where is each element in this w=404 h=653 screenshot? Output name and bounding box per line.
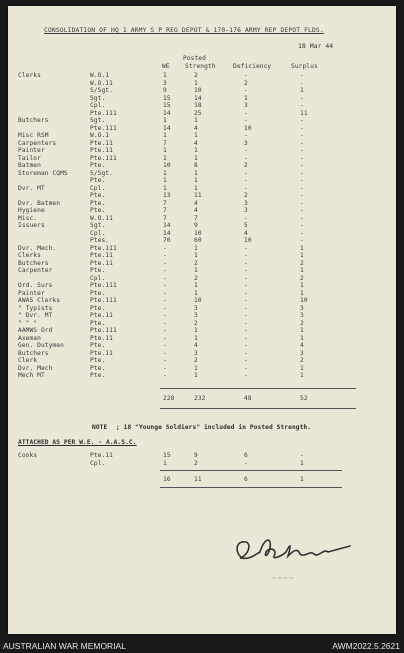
main-row-sur: - xyxy=(300,169,304,177)
main-row-we: - xyxy=(163,252,167,259)
main-row-we: 1 xyxy=(163,169,167,177)
att-row-str: 9 xyxy=(194,452,198,459)
main-row-def: - xyxy=(244,312,248,319)
main-row-rank: W.O.1 xyxy=(90,132,110,139)
main-row-rank: Pte.11 xyxy=(90,334,113,342)
main-row-sur: - xyxy=(300,222,304,229)
main-row-we: 7 xyxy=(163,199,167,207)
main-row-role: " Typists xyxy=(18,304,53,312)
main-row-str: 1 xyxy=(194,327,198,334)
main-row-role: Dvr. Batmen xyxy=(18,199,61,207)
main-row-sur: - xyxy=(300,177,304,184)
main-row-sur: - xyxy=(300,102,304,109)
main-row-rank: Pte.111 xyxy=(90,297,117,304)
main-row-str: 1 xyxy=(194,267,198,274)
main-row-rank: Pte. xyxy=(90,177,106,184)
main-row-sur: 10 xyxy=(300,297,308,304)
main-row-sur: - xyxy=(300,192,304,199)
main-row-sur: 2 xyxy=(300,259,304,267)
main-row-str: 10 xyxy=(194,87,202,94)
note-label: NOTE xyxy=(92,424,108,431)
main-row-def: - xyxy=(244,282,248,289)
main-row-str: 1 xyxy=(194,282,198,289)
main-row-sur: 2 xyxy=(300,319,304,327)
main-row-role: Painter xyxy=(18,289,45,297)
main-row-we: 7 xyxy=(163,214,167,222)
main-row-sur: - xyxy=(300,72,304,79)
main-row-str: 8 xyxy=(194,162,198,169)
main-row-def: - xyxy=(244,259,248,267)
main-row-sur: - xyxy=(300,214,304,222)
main-row-def: - xyxy=(244,117,248,124)
main-row-def: 5 xyxy=(244,222,248,229)
main-row-rank: Pte.11 xyxy=(90,349,113,357)
main-row-sur: 3 xyxy=(300,304,304,312)
main-row-sur: 2 xyxy=(300,274,304,282)
main-row-sur: - xyxy=(300,94,304,102)
main-row-str: 1 xyxy=(194,117,198,124)
main-row-rank: W.O.11 xyxy=(90,214,113,222)
main-row-role: Storeman CQMS xyxy=(18,169,68,177)
main-row-sur: - xyxy=(300,147,304,154)
main-row-def: 10 xyxy=(244,124,252,132)
main-row-rank: Pte.11 xyxy=(90,139,113,147)
main-row-we: - xyxy=(163,364,167,372)
main-total-str: 232 xyxy=(194,395,206,402)
main-row-we: - xyxy=(163,297,167,304)
main-row-we: - xyxy=(163,274,167,282)
main-row-str: 1 xyxy=(194,177,198,184)
main-total-def: 48 xyxy=(244,395,252,402)
main-row-str: 3 xyxy=(194,304,198,312)
att-row-rank: Cpl. xyxy=(90,459,106,467)
main-row-def: - xyxy=(244,184,248,192)
main-row-str: 1 xyxy=(194,154,198,162)
main-row-rank: Pte. xyxy=(90,199,106,207)
main-row-rank: Cpl. xyxy=(90,184,106,192)
totals-rule-bottom xyxy=(160,408,356,409)
main-row-str: 1 xyxy=(194,334,198,342)
main-row-role: Carpenter xyxy=(18,267,53,274)
main-row-role: Butchers xyxy=(18,349,49,357)
main-row-str: 1 xyxy=(194,184,198,192)
main-row-we: 1 xyxy=(163,184,167,192)
attached-rule-bottom xyxy=(160,487,342,488)
main-row-str: 9 xyxy=(194,222,198,229)
main-row-sur: - xyxy=(300,139,304,147)
main-row-str: 1 xyxy=(194,147,198,154)
main-row-str: 1 xyxy=(194,79,198,87)
main-row-str: 2 xyxy=(194,72,198,79)
main-row-we: 7 xyxy=(163,139,167,147)
main-row-str: 1 xyxy=(194,169,198,177)
main-row-def: 3 xyxy=(244,139,248,147)
main-row-str: 25 xyxy=(194,109,202,117)
main-row-rank: Sgt. xyxy=(90,222,106,229)
main-row-we: 14 xyxy=(163,222,171,229)
main-row-we: 1 xyxy=(163,147,167,154)
main-row-sur: 4 xyxy=(300,342,304,349)
document-page xyxy=(8,6,396,634)
attached-rule xyxy=(160,470,342,471)
main-row-def: 3 xyxy=(244,102,248,109)
main-row-str: 2 xyxy=(194,274,198,282)
main-total-we: 228 xyxy=(163,395,175,402)
main-row-we: - xyxy=(163,282,167,289)
document-date: 18 Mar 44 xyxy=(298,42,334,50)
main-row-str: 1 xyxy=(194,289,198,297)
main-row-str: 1 xyxy=(194,252,198,259)
main-row-str: 10 xyxy=(194,297,202,304)
main-row-str: 1 xyxy=(194,244,198,252)
main-row-rank: Sgt. xyxy=(90,94,106,102)
main-row-sur: 1 xyxy=(300,372,304,379)
totals-rule xyxy=(160,388,356,389)
main-row-sur: - xyxy=(300,199,304,207)
main-row-rank: Pte.11 xyxy=(90,312,113,319)
main-row-str: 2 xyxy=(194,259,198,267)
main-row-we: - xyxy=(163,244,167,252)
main-row-str: 14 xyxy=(194,94,202,102)
main-row-role: Butchers xyxy=(18,117,49,124)
main-total-sur: 52 xyxy=(300,395,308,402)
main-row-role: Misc RSM xyxy=(18,132,49,139)
main-row-str: 3 xyxy=(194,312,198,319)
att-total-str: 11 xyxy=(194,476,202,483)
main-row-rank: Pte.111 xyxy=(90,282,117,289)
main-row-def: - xyxy=(244,252,248,259)
main-row-role: " Dvr. MT xyxy=(18,312,53,319)
main-row-def: - xyxy=(244,87,248,94)
main-row-def: - xyxy=(244,147,248,154)
main-row-def: - xyxy=(244,342,248,349)
main-row-def: - xyxy=(244,289,248,297)
main-row-role: Dvr. Mech. xyxy=(18,244,57,252)
main-row-def: - xyxy=(244,72,248,79)
document-title: CONSOLIDATION OF HQ 1 ARMY S P REG DEPOT & 170-176 ARMY REP DEPOT FLDS. xyxy=(44,27,324,34)
main-row-sur: - xyxy=(300,124,304,132)
main-row-sur: 3 xyxy=(300,349,304,357)
main-row-we: 70 xyxy=(163,237,171,244)
main-row-def: - xyxy=(244,109,248,117)
main-row-sur: - xyxy=(300,184,304,192)
main-row-role: Clerks xyxy=(18,72,41,79)
main-row-rank: Pte. xyxy=(90,372,106,379)
main-row-rank: Pte.111 xyxy=(90,327,117,334)
main-row-def: - xyxy=(244,304,248,312)
main-row-def: - xyxy=(244,349,248,357)
main-row-rank: Pte. xyxy=(90,267,106,274)
main-row-we: 14 xyxy=(163,124,171,132)
main-row-rank: Pte.111 xyxy=(90,124,117,132)
main-row-def: - xyxy=(244,244,248,252)
main-row-role: Hygiene xyxy=(18,207,45,214)
main-row-sur: 11 xyxy=(300,109,308,117)
main-row-def: 3 xyxy=(244,207,248,214)
main-row-we: - xyxy=(163,334,167,342)
attached-title: ATTACHED AS PER W.E. - A.A.S.C. xyxy=(18,439,137,446)
main-row-str: 10 xyxy=(194,229,202,237)
main-row-def: 2 xyxy=(244,192,248,199)
main-row-sur: 2 xyxy=(300,357,304,364)
header-posted: Posted xyxy=(183,55,206,62)
main-row-rank: Pte.111 xyxy=(90,109,117,117)
main-row-we: - xyxy=(163,319,167,327)
main-row-rank: W.O.1 xyxy=(90,72,110,79)
main-row-role: Painter xyxy=(18,147,45,154)
main-row-rank: W.O.11 xyxy=(90,79,113,87)
main-row-sur: 1 xyxy=(300,364,304,372)
att-row-def: - xyxy=(244,459,248,467)
main-row-sur: 3 xyxy=(300,312,304,319)
archive-footer xyxy=(0,637,404,653)
main-row-def: - xyxy=(244,214,248,222)
main-row-we: - xyxy=(163,259,167,267)
main-row-str: 1 xyxy=(194,372,198,379)
main-row-sur: - xyxy=(300,117,304,124)
main-row-sur: - xyxy=(300,229,304,237)
main-row-def: - xyxy=(244,177,248,184)
main-row-role: Mech MT xyxy=(18,372,45,379)
main-row-str: 2 xyxy=(194,357,198,364)
main-row-str: 4 xyxy=(194,207,198,214)
main-row-rank: Pte. xyxy=(90,162,106,169)
main-row-sur: - xyxy=(300,237,304,244)
main-row-rank: Ptes. xyxy=(90,237,110,244)
main-row-rank: Pte.111 xyxy=(90,244,117,252)
main-row-def: - xyxy=(244,132,248,139)
main-row-def: 1 xyxy=(244,94,248,102)
main-row-def: 3 xyxy=(244,199,248,207)
main-row-sur: 1 xyxy=(300,244,304,252)
main-row-def: - xyxy=(244,297,248,304)
footer-right: AWM2022.5.2621 xyxy=(332,641,400,651)
main-row-we: - xyxy=(163,357,167,364)
main-row-sur: 1 xyxy=(300,289,304,297)
main-row-we: 14 xyxy=(163,229,171,237)
main-row-rank: Pte.11 xyxy=(90,259,113,267)
main-row-we: 1 xyxy=(163,154,167,162)
main-row-role: " " " xyxy=(18,319,38,327)
att-total-def: 6 xyxy=(244,476,248,483)
main-row-rank: Cpl. xyxy=(90,274,106,282)
main-row-sur: - xyxy=(300,79,304,87)
main-row-str: 4 xyxy=(194,139,198,147)
main-row-str: 60 xyxy=(194,237,202,244)
main-row-str: 18 xyxy=(194,102,202,109)
main-row-role: AWAS Clerks xyxy=(18,297,61,304)
handwritten-signature xyxy=(230,528,380,578)
main-row-str: 3 xyxy=(194,349,198,357)
main-row-we: - xyxy=(163,312,167,319)
main-row-sur: 1 xyxy=(300,267,304,274)
main-row-str: 1 xyxy=(194,132,198,139)
main-row-rank: Sgt. xyxy=(90,117,106,124)
main-row-we: - xyxy=(163,304,167,312)
main-row-def: 2 xyxy=(244,162,248,169)
main-row-def: 2 xyxy=(244,79,248,87)
main-row-rank: S/Sgt. xyxy=(90,87,113,94)
main-row-sur: 1 xyxy=(300,334,304,342)
main-row-we: 1 xyxy=(163,132,167,139)
main-row-rank: Cpl. xyxy=(90,102,106,109)
stamp-mark: ▭ ▭ ▭ ▭ xyxy=(272,576,294,581)
main-row-we: - xyxy=(163,342,167,349)
main-row-rank: Pte. xyxy=(90,364,106,372)
main-row-rank: Pte. xyxy=(90,192,106,199)
main-row-we: 1 xyxy=(163,72,167,79)
main-row-def: 4 xyxy=(244,229,248,237)
main-row-rank: S/Sgt. xyxy=(90,169,113,177)
main-row-rank: Pte.111 xyxy=(90,154,117,162)
header-deficiency: Deficiency xyxy=(233,63,272,70)
main-row-def: - xyxy=(244,274,248,282)
main-row-str: 11 xyxy=(194,192,202,199)
main-row-role: Issuers xyxy=(18,222,45,229)
main-row-we: - xyxy=(163,327,167,334)
main-row-we: - xyxy=(163,289,167,297)
footer-left: AUSTRALIAN WAR MEMORIAL xyxy=(3,641,126,651)
main-row-def: - xyxy=(244,327,248,334)
main-row-def: - xyxy=(244,357,248,364)
att-row-rank: Pte.11 xyxy=(90,452,113,459)
main-row-def: - xyxy=(244,372,248,379)
main-row-role: Butchers xyxy=(18,259,49,267)
att-row-we: 1 xyxy=(163,459,167,467)
main-row-role: Dvr. Mech xyxy=(18,364,53,372)
main-row-role: Carpenters xyxy=(18,139,57,147)
main-row-def: - xyxy=(244,267,248,274)
main-row-rank: Pte. xyxy=(90,304,106,312)
header-strength: Strength xyxy=(185,63,216,70)
att-row-sur: 1 xyxy=(300,459,304,467)
main-row-we: 7 xyxy=(163,207,167,214)
main-row-we: 13 xyxy=(163,192,171,199)
main-row-sur: - xyxy=(300,162,304,169)
main-row-role: Batmen xyxy=(18,162,41,169)
main-row-sur: - xyxy=(300,154,304,162)
main-row-rank: Pte. xyxy=(90,319,106,327)
main-row-str: 4 xyxy=(194,124,198,132)
note-text: ; 18 "Younge Soldiers" included in Posted Strength. xyxy=(116,424,312,431)
main-row-we: 14 xyxy=(163,109,171,117)
att-row-role: Cooks xyxy=(18,452,38,459)
main-row-rank: Cpl. xyxy=(90,229,106,237)
main-row-def: 10 xyxy=(244,237,252,244)
main-row-sur: 1 xyxy=(300,252,304,259)
att-row-def: 6 xyxy=(244,452,248,459)
main-row-we: - xyxy=(163,267,167,274)
main-row-sur: 1 xyxy=(300,87,304,94)
main-row-we: - xyxy=(163,349,167,357)
main-row-def: - xyxy=(244,169,248,177)
main-row-str: 1 xyxy=(194,364,198,372)
main-row-def: - xyxy=(244,319,248,327)
main-row-sur: - xyxy=(300,207,304,214)
main-row-role: Ord. Surs xyxy=(18,282,53,289)
main-row-def: - xyxy=(244,334,248,342)
main-row-str: 2 xyxy=(194,319,198,327)
main-row-we: 10 xyxy=(163,162,171,169)
main-row-rank: Pte. xyxy=(90,357,106,364)
main-row-role: Gen. Dutymen xyxy=(18,342,64,349)
main-row-rank: Pte. xyxy=(90,342,106,349)
att-row-str: 2 xyxy=(194,459,198,467)
main-row-role: Dvr. MT xyxy=(18,184,45,192)
main-row-sur: 1 xyxy=(300,327,304,334)
att-total-we: 16 xyxy=(163,476,171,483)
main-row-sur: 1 xyxy=(300,282,304,289)
main-row-str: 4 xyxy=(194,342,198,349)
att-row-sur: - xyxy=(300,452,304,459)
main-row-we: 15 xyxy=(163,94,171,102)
main-row-str: 4 xyxy=(194,199,198,207)
main-row-we: - xyxy=(163,372,167,379)
main-row-role: Misc. xyxy=(18,214,38,222)
main-row-we: 9 xyxy=(163,87,167,94)
header-we: WE xyxy=(162,63,170,70)
main-row-role: Tailor xyxy=(18,154,41,162)
main-row-rank: Pte. xyxy=(90,289,106,297)
main-row-def: - xyxy=(244,364,248,372)
main-row-role: Clerks xyxy=(18,252,41,259)
main-row-rank: Pte.11 xyxy=(90,147,113,154)
main-row-def: - xyxy=(244,154,248,162)
main-row-str: 7 xyxy=(194,214,198,222)
main-row-role: Axeman xyxy=(18,334,41,342)
main-row-sur: - xyxy=(300,132,304,139)
main-row-we: 1 xyxy=(163,117,167,124)
main-row-we: 3 xyxy=(163,79,167,87)
att-row-we: 15 xyxy=(163,452,171,459)
main-row-we: 15 xyxy=(163,102,171,109)
header-surplus: Surplus xyxy=(291,63,318,70)
att-total-sur: 1 xyxy=(300,476,304,483)
main-row-role: AAMWS Ord xyxy=(18,327,53,334)
main-row-role: Clerk xyxy=(18,357,38,364)
main-row-rank: Pte.11 xyxy=(90,252,113,259)
main-row-we: 1 xyxy=(163,177,167,184)
main-row-rank: Pte. xyxy=(90,207,106,214)
